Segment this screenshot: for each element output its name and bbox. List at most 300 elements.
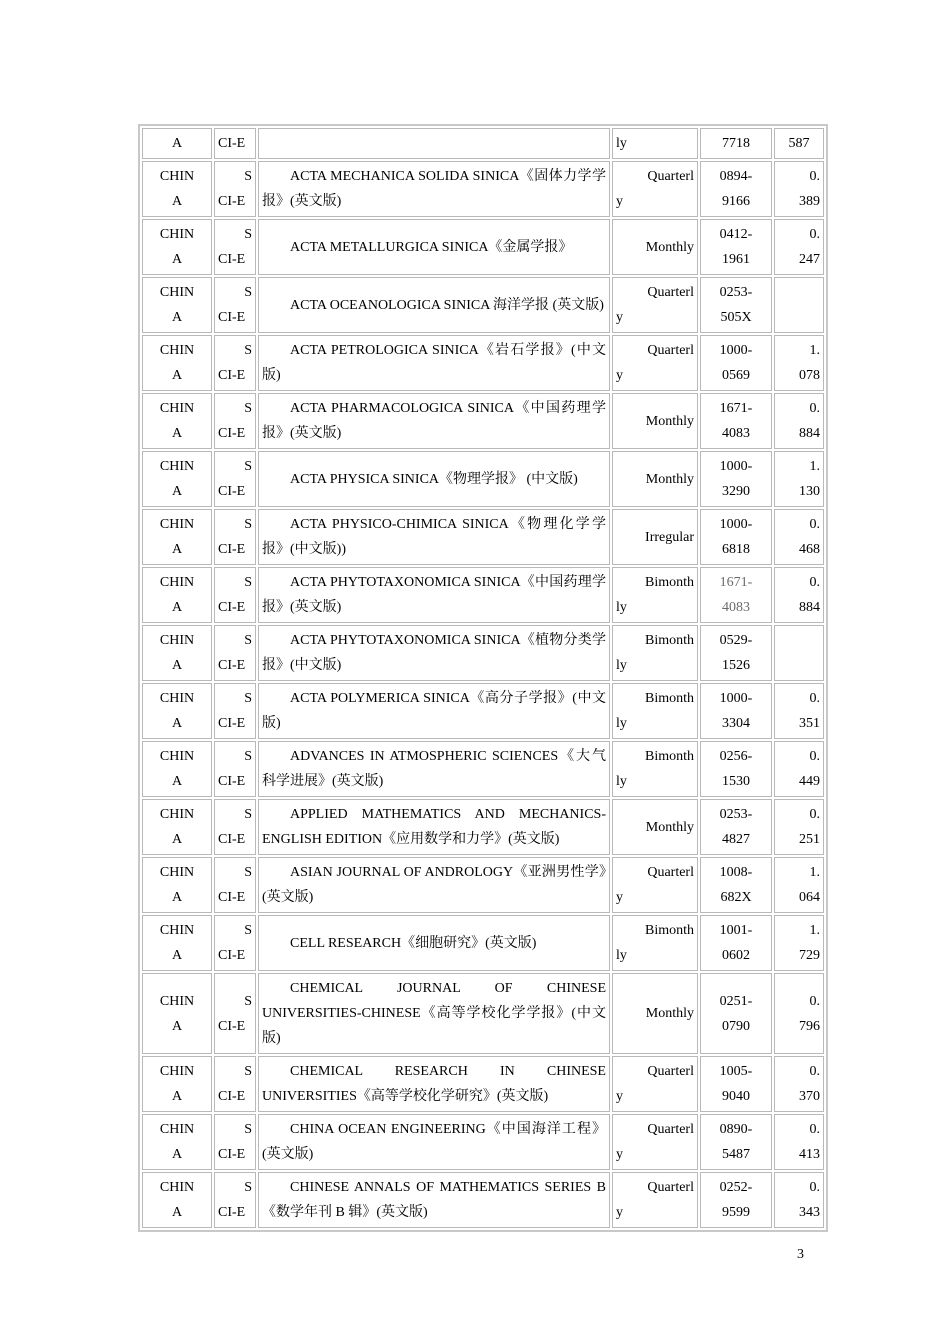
country-cell bbox=[142, 161, 212, 217]
frequency-cell-line-2: y bbox=[616, 1205, 623, 1220]
country-cell-line-1: CHIN bbox=[159, 633, 195, 648]
frequency-cell-line-2: ly bbox=[616, 716, 627, 731]
country-cell bbox=[142, 799, 212, 855]
frequency-cell-line-1: Bimonth bbox=[644, 749, 694, 764]
frequency-cell-line-2: y bbox=[616, 1089, 623, 1104]
impact-factor-cell-line-1: 1. bbox=[809, 923, 820, 938]
index-cell-line-2: CI-E bbox=[218, 1147, 246, 1162]
frequency-cell bbox=[612, 683, 698, 739]
issn-cell-line-1: 1671- bbox=[719, 575, 753, 590]
index-cell bbox=[214, 219, 256, 275]
issn-cell-line-1: 0256- bbox=[719, 749, 753, 764]
country-cell-line-2: A bbox=[171, 1089, 183, 1104]
impact-factor-cell-line-2: 370 bbox=[799, 1089, 820, 1104]
journal-table bbox=[138, 124, 828, 1232]
table-row bbox=[142, 567, 824, 623]
page-number: 3 bbox=[797, 1247, 804, 1262]
impact-factor-cell-line-2: 078 bbox=[799, 368, 820, 383]
issn-cell-line-2: 682X bbox=[720, 890, 752, 905]
issn-cell: 7718 bbox=[700, 128, 772, 159]
issn-cell bbox=[700, 509, 772, 565]
frequency-cell bbox=[612, 567, 698, 623]
index-cell-line-1: S bbox=[244, 227, 252, 242]
impact-factor-cell-line-2: 796 bbox=[799, 1018, 820, 1034]
impact-factor-cell-line-2: 449 bbox=[799, 774, 820, 789]
frequency-cell-line-1: Quarterl bbox=[647, 865, 694, 880]
table-row bbox=[142, 1114, 824, 1170]
index-cell-line-1: S bbox=[244, 575, 252, 590]
issn-cell-line-2: 505X bbox=[720, 310, 752, 325]
table-row bbox=[142, 973, 824, 1054]
frequency-cell-line-2: y bbox=[616, 194, 623, 209]
issn-cell-line-2: 0790 bbox=[722, 1018, 750, 1034]
impact-factor-cell bbox=[774, 393, 824, 449]
issn-cell-line-1: 1008- bbox=[719, 865, 753, 880]
index-cell bbox=[214, 625, 256, 681]
issn-cell-line-2: 4083 bbox=[722, 426, 750, 441]
issn-cell-line-1: 0253- bbox=[719, 807, 753, 822]
impact-factor-cell bbox=[774, 567, 824, 623]
issn-cell-line-2: 0602 bbox=[722, 948, 750, 963]
country-cell bbox=[142, 741, 212, 797]
issn-cell bbox=[700, 393, 772, 449]
issn-cell-line-2: 1961 bbox=[722, 252, 750, 267]
impact-factor-cell-line-2: 884 bbox=[799, 600, 820, 615]
impact-factor-cell-line-1: 0. bbox=[809, 749, 820, 764]
frequency-cell bbox=[612, 1056, 698, 1112]
title-cell bbox=[258, 128, 610, 159]
impact-factor-cell-line-2: 884 bbox=[799, 426, 820, 441]
issn-cell-line-2: 6818 bbox=[722, 542, 750, 557]
title-cell: ASIAN JOURNAL OF ANDROLOGY《亚洲男性学》(英文版) bbox=[258, 857, 610, 913]
index-cell-line-2: CI-E bbox=[218, 890, 246, 905]
impact-factor-cell bbox=[774, 683, 824, 739]
title-cell: ACTA METALLURGICA SINICA《金属学报》 bbox=[258, 219, 610, 275]
impact-factor-cell-line-2: 247 bbox=[799, 252, 820, 267]
issn-cell-line-1: 1000- bbox=[719, 343, 753, 358]
index-cell bbox=[214, 799, 256, 855]
country-cell bbox=[142, 1056, 212, 1112]
index-cell-line-2: CI-E bbox=[218, 252, 246, 267]
impact-factor-cell-line-1: 0. bbox=[809, 691, 820, 706]
impact-factor-cell bbox=[774, 1172, 824, 1228]
title-cell: ADVANCES IN ATMOSPHERIC SCIENCES《大气科学进展》(英文版) bbox=[258, 741, 610, 797]
frequency-cell bbox=[612, 915, 698, 971]
country-cell-line-2: A bbox=[171, 716, 183, 731]
issn-cell bbox=[700, 625, 772, 681]
issn-cell bbox=[700, 915, 772, 971]
table-row bbox=[142, 161, 824, 217]
title-cell: CELL RESEARCH《细胞研究》(英文版) bbox=[258, 915, 610, 971]
impact-factor-cell-line-1: 0. bbox=[809, 1122, 820, 1137]
country-cell-line-1: CHIN bbox=[159, 691, 195, 706]
frequency-cell-line-1: Monthly bbox=[645, 239, 694, 255]
index-cell-line-2: CI-E bbox=[218, 948, 246, 963]
frequency-cell bbox=[612, 509, 698, 565]
country-cell-line-2: A bbox=[171, 252, 183, 267]
country-cell bbox=[142, 857, 212, 913]
index-cell bbox=[214, 509, 256, 565]
frequency-cell bbox=[612, 335, 698, 391]
index-cell bbox=[214, 567, 256, 623]
country-cell bbox=[142, 915, 212, 971]
table-row bbox=[142, 625, 824, 681]
impact-factor-cell-line-2: 130 bbox=[799, 484, 820, 499]
index-cell bbox=[214, 973, 256, 1054]
country-cell-line-1: CHIN bbox=[159, 169, 195, 184]
table-row bbox=[142, 1056, 824, 1112]
index-cell-line-2: CI-E bbox=[218, 426, 246, 441]
frequency-cell-line-1: Bimonth bbox=[644, 691, 694, 706]
index-cell-line-2: CI-E bbox=[218, 194, 246, 209]
index-cell bbox=[214, 393, 256, 449]
impact-factor-cell: 587 bbox=[774, 128, 824, 159]
frequency-cell: ly bbox=[612, 128, 698, 159]
title-cell: APPLIED MATHEMATICS AND MECHANICS-ENGLISH EDITION《应用数学和力学》(英文版) bbox=[258, 799, 610, 855]
country-cell-line-2: A bbox=[171, 890, 183, 905]
index-cell-line-2: CI-E bbox=[218, 368, 246, 383]
country-cell bbox=[142, 567, 212, 623]
issn-cell-line-1: 0412- bbox=[719, 227, 753, 242]
country-cell: A bbox=[142, 128, 212, 159]
issn-cell-line-1: 0253- bbox=[719, 285, 753, 300]
impact-factor-cell-line-2: 251 bbox=[799, 832, 820, 847]
country-cell-line-2: A bbox=[171, 600, 183, 615]
frequency-cell-line-1: Monthly bbox=[645, 471, 694, 487]
frequency-cell bbox=[612, 973, 698, 1054]
index-cell-line-1: S bbox=[244, 1180, 252, 1195]
issn-cell bbox=[700, 451, 772, 507]
country-cell bbox=[142, 219, 212, 275]
table-row bbox=[142, 219, 824, 275]
impact-factor-cell-line-2: 389 bbox=[799, 194, 820, 209]
index-cell-line-2: CI-E bbox=[218, 832, 246, 847]
index-cell-line-1: S bbox=[244, 401, 252, 416]
impact-factor-cell-line-1: 0. bbox=[809, 227, 820, 242]
index-cell-line-2: CI-E bbox=[218, 716, 246, 731]
impact-factor-cell-line-1: 0. bbox=[809, 575, 820, 590]
impact-factor-cell bbox=[774, 915, 824, 971]
impact-factor-cell bbox=[774, 161, 824, 217]
impact-factor-cell-line-1: 0. bbox=[809, 1180, 820, 1195]
table-row bbox=[142, 451, 824, 507]
frequency-cell-line-2: y bbox=[616, 310, 623, 325]
index-cell bbox=[214, 277, 256, 333]
impact-factor-cell bbox=[774, 741, 824, 797]
country-cell-line-2: A bbox=[171, 948, 183, 963]
impact-factor-cell bbox=[774, 799, 824, 855]
issn-cell-line-2: 9040 bbox=[722, 1089, 750, 1104]
country-cell bbox=[142, 277, 212, 333]
index-cell-line-1: S bbox=[244, 633, 252, 648]
table-row bbox=[142, 683, 824, 739]
issn-cell-line-2: 5487 bbox=[722, 1147, 750, 1162]
table-row bbox=[142, 857, 824, 913]
country-cell-line-2: A bbox=[171, 310, 183, 325]
country-cell-line-2: A bbox=[171, 426, 183, 441]
impact-factor-cell bbox=[774, 1114, 824, 1170]
index-cell-line-1: S bbox=[244, 1064, 252, 1079]
index-cell bbox=[214, 857, 256, 913]
issn-cell bbox=[700, 1114, 772, 1170]
frequency-cell bbox=[612, 1172, 698, 1228]
frequency-cell-line-1: Quarterl bbox=[647, 1122, 694, 1137]
table-row bbox=[142, 915, 824, 971]
index-cell bbox=[214, 1056, 256, 1112]
impact-factor-cell-line-2: 064 bbox=[799, 890, 820, 905]
impact-factor-cell-line-1: 0. bbox=[809, 169, 820, 184]
frequency-cell bbox=[612, 857, 698, 913]
country-cell-line-2: A bbox=[171, 368, 183, 383]
country-cell-line-2: A bbox=[171, 658, 183, 673]
country-cell bbox=[142, 1114, 212, 1170]
impact-factor-cell bbox=[774, 509, 824, 565]
index-cell bbox=[214, 335, 256, 391]
frequency-cell bbox=[612, 219, 698, 275]
index-cell bbox=[214, 1172, 256, 1228]
country-cell-line-2: A bbox=[171, 1205, 183, 1220]
issn-cell bbox=[700, 857, 772, 913]
frequency-cell-line-1: Bimonth bbox=[644, 633, 694, 648]
journal-table-body bbox=[142, 128, 824, 1228]
frequency-cell-line-1: Bimonth bbox=[644, 923, 694, 938]
frequency-cell-line-1: Bimonth bbox=[644, 575, 694, 590]
issn-cell bbox=[700, 335, 772, 391]
frequency-cell-line-1: Quarterl bbox=[647, 1064, 694, 1079]
frequency-cell-line-2: y bbox=[616, 368, 623, 383]
frequency-cell-line-1: Quarterl bbox=[647, 1180, 694, 1195]
table-row bbox=[142, 393, 824, 449]
title-cell: ACTA PHARMACOLOGICA SINICA《中国药理学报》(英文版) bbox=[258, 393, 610, 449]
impact-factor-cell bbox=[774, 335, 824, 391]
table-row bbox=[142, 741, 824, 797]
index-cell bbox=[214, 161, 256, 217]
index-cell bbox=[214, 1114, 256, 1170]
issn-cell-line-1: 1000- bbox=[719, 517, 753, 532]
issn-cell-line-2: 4083 bbox=[722, 600, 750, 615]
index-cell-line-2: CI-E bbox=[218, 658, 246, 673]
issn-cell-line-2: 9166 bbox=[722, 194, 750, 209]
issn-cell-line-1: 1000- bbox=[719, 459, 753, 474]
country-cell-line-2: A bbox=[171, 774, 183, 789]
country-cell bbox=[142, 973, 212, 1054]
title-cell: ACTA OCEANOLOGICA SINICA 海洋学报 (英文版) bbox=[258, 277, 610, 333]
impact-factor-cell-line-1: 0. bbox=[809, 807, 820, 822]
issn-cell bbox=[700, 219, 772, 275]
issn-cell-line-2: 3290 bbox=[722, 484, 750, 499]
frequency-cell-line-2: y bbox=[616, 890, 623, 905]
index-cell bbox=[214, 915, 256, 971]
index-cell-line-2: CI-E bbox=[218, 600, 246, 615]
issn-cell-line-1: 0252- bbox=[719, 1180, 753, 1195]
frequency-cell-line-2: ly bbox=[616, 600, 627, 615]
impact-factor-cell bbox=[774, 1056, 824, 1112]
country-cell-line-2: A bbox=[171, 484, 183, 499]
issn-cell-line-2: 4827 bbox=[722, 832, 750, 847]
impact-factor-cell-line-1: 0. bbox=[809, 401, 820, 416]
index-cell-line-1: S bbox=[244, 923, 252, 938]
frequency-cell bbox=[612, 451, 698, 507]
country-cell-line-1: CHIN bbox=[159, 459, 195, 474]
index-cell-line-2: CI-E bbox=[218, 1018, 246, 1034]
country-cell bbox=[142, 625, 212, 681]
frequency-cell-line-1: Monthly bbox=[645, 413, 694, 429]
impact-factor-cell-line-2: 351 bbox=[799, 716, 820, 731]
issn-cell-line-1: 1005- bbox=[719, 1064, 753, 1079]
country-cell-line-1: CHIN bbox=[159, 993, 195, 1009]
issn-cell bbox=[700, 1056, 772, 1112]
issn-cell-line-1: 0894- bbox=[719, 169, 753, 184]
table-row bbox=[142, 128, 824, 159]
issn-cell-line-1: 0890- bbox=[719, 1122, 753, 1137]
country-cell-line-2: A bbox=[171, 542, 183, 557]
title-cell: CHINESE ANNALS OF MATHEMATICS SERIES B《数学年刊 B 辑》(英文版) bbox=[258, 1172, 610, 1228]
frequency-cell bbox=[612, 393, 698, 449]
country-cell-line-1: CHIN bbox=[159, 401, 195, 416]
frequency-cell bbox=[612, 799, 698, 855]
issn-cell bbox=[700, 799, 772, 855]
frequency-cell bbox=[612, 161, 698, 217]
country-cell bbox=[142, 1172, 212, 1228]
index-cell bbox=[214, 683, 256, 739]
country-cell-line-2: A bbox=[171, 1018, 183, 1034]
issn-cell-line-1: 1000- bbox=[719, 691, 753, 706]
impact-factor-cell-line-2: 343 bbox=[799, 1205, 820, 1220]
country-cell-line-2: A bbox=[171, 832, 183, 847]
title-cell: CHEMICAL JOURNAL OF CHINESE UNIVERSITIES-CHINESE《高等学校化学学报》(中文版) bbox=[258, 973, 610, 1054]
title-cell: CHINA OCEAN ENGINEERING《中国海洋工程》(英文版) bbox=[258, 1114, 610, 1170]
frequency-cell-line-1: Quarterl bbox=[647, 285, 694, 300]
index-cell-line-1: S bbox=[244, 691, 252, 706]
issn-cell bbox=[700, 683, 772, 739]
frequency-cell bbox=[612, 277, 698, 333]
impact-factor-cell-line-1: 1. bbox=[809, 343, 820, 358]
country-cell-line-1: CHIN bbox=[159, 285, 195, 300]
impact-factor-cell bbox=[774, 625, 824, 681]
issn-cell-line-2: 1530 bbox=[722, 774, 750, 789]
index-cell-line-1: S bbox=[244, 459, 252, 474]
frequency-cell-line-2: ly bbox=[616, 658, 627, 673]
frequency-cell-line-2: ly bbox=[616, 948, 627, 963]
index-cell-line-2: CI-E bbox=[218, 774, 246, 789]
country-cell bbox=[142, 509, 212, 565]
frequency-cell bbox=[612, 625, 698, 681]
frequency-cell bbox=[612, 741, 698, 797]
country-cell-line-1: CHIN bbox=[159, 1064, 195, 1079]
issn-cell-line-1: 0529- bbox=[719, 633, 753, 648]
country-cell-line-1: CHIN bbox=[159, 865, 195, 880]
country-cell-line-1: CHIN bbox=[159, 1180, 195, 1195]
frequency-cell-line-2: y bbox=[616, 1147, 623, 1162]
table-row bbox=[142, 277, 824, 333]
country-cell-line-1: CHIN bbox=[159, 343, 195, 358]
index-cell-line-1: S bbox=[244, 807, 252, 822]
index-cell-line-2: CI-E bbox=[218, 1089, 246, 1104]
issn-cell-line-2: 9599 bbox=[722, 1205, 750, 1220]
frequency-cell bbox=[612, 1114, 698, 1170]
impact-factor-cell-line-1: 1. bbox=[809, 459, 820, 474]
frequency-cell-line-1: Monthly bbox=[645, 819, 694, 835]
issn-cell-line-2: 1526 bbox=[722, 658, 750, 673]
impact-factor-cell bbox=[774, 973, 824, 1054]
country-cell-line-2: A bbox=[171, 194, 183, 209]
impact-factor-cell-line-1: 0. bbox=[809, 517, 820, 532]
impact-factor-cell-line-1: 0. bbox=[809, 1064, 820, 1079]
issn-cell bbox=[700, 973, 772, 1054]
index-cell-line-2: CI-E bbox=[218, 1205, 246, 1220]
issn-cell bbox=[700, 277, 772, 333]
title-cell: ACTA PETROLOGICA SINICA《岩石学报》(中文版) bbox=[258, 335, 610, 391]
issn-cell-line-2: 0569 bbox=[722, 368, 750, 383]
country-cell-line-1: CHIN bbox=[159, 923, 195, 938]
index-cell-line-2: CI-E bbox=[218, 484, 246, 499]
index-cell bbox=[214, 741, 256, 797]
impact-factor-cell-line-2: 413 bbox=[799, 1147, 820, 1162]
frequency-cell-line-1: Quarterl bbox=[647, 169, 694, 184]
index-cell-line-2: CI-E bbox=[218, 542, 246, 557]
index-cell-line-1: S bbox=[244, 865, 252, 880]
title-cell: ACTA POLYMERICA SINICA《高分子学报》(中文版) bbox=[258, 683, 610, 739]
table-row bbox=[142, 509, 824, 565]
index-cell-line-1: S bbox=[244, 285, 252, 300]
impact-factor-cell bbox=[774, 277, 824, 333]
impact-factor-cell-line-1: 1. bbox=[809, 865, 820, 880]
issn-cell bbox=[700, 567, 772, 623]
title-cell: CHEMICAL RESEARCH IN CHINESE UNIVERSITIES《高等学校化学研究》(英文版) bbox=[258, 1056, 610, 1112]
country-cell bbox=[142, 393, 212, 449]
frequency-cell-line-2: ly bbox=[616, 774, 627, 789]
index-cell-line-1: S bbox=[244, 749, 252, 764]
impact-factor-cell-line-1: 0. bbox=[809, 993, 820, 1009]
issn-cell bbox=[700, 161, 772, 217]
country-cell bbox=[142, 335, 212, 391]
index-cell-line-1: S bbox=[244, 1122, 252, 1137]
index-cell-line-1: S bbox=[244, 343, 252, 358]
issn-cell bbox=[700, 741, 772, 797]
country-cell-line-1: CHIN bbox=[159, 575, 195, 590]
country-cell-line-1: CHIN bbox=[159, 517, 195, 532]
issn-cell-line-2: 3304 bbox=[722, 716, 750, 731]
index-cell bbox=[214, 451, 256, 507]
table-row bbox=[142, 335, 824, 391]
impact-factor-cell bbox=[774, 451, 824, 507]
title-cell: ACTA PHYTOTAXONOMICA SINICA《植物分类学报》(中文版) bbox=[258, 625, 610, 681]
issn-cell bbox=[700, 1172, 772, 1228]
index-cell-line-1: S bbox=[244, 993, 252, 1009]
frequency-cell-line-1: Quarterl bbox=[647, 343, 694, 358]
index-cell-line-1: S bbox=[244, 517, 252, 532]
frequency-cell-line-1: Irregular bbox=[645, 529, 694, 545]
title-cell: ACTA PHYSICA SINICA《物理学报》 (中文版) bbox=[258, 451, 610, 507]
index-cell-line-2: CI-E bbox=[218, 310, 246, 325]
frequency-cell-line-1: Monthly bbox=[645, 1006, 694, 1021]
table-row bbox=[142, 799, 824, 855]
impact-factor-cell-line-2: 729 bbox=[799, 948, 820, 963]
country-cell-line-1: CHIN bbox=[159, 1122, 195, 1137]
issn-cell-line-1: 0251- bbox=[719, 993, 753, 1009]
country-cell-line-1: CHIN bbox=[159, 807, 195, 822]
title-cell: ACTA PHYSICO-CHIMICA SINICA《物理化学学报》(中文版)) bbox=[258, 509, 610, 565]
index-cell: CI-E bbox=[214, 128, 256, 159]
title-cell: ACTA PHYTOTAXONOMICA SINICA《中国药理学报》(英文版) bbox=[258, 567, 610, 623]
country-cell bbox=[142, 451, 212, 507]
table-row bbox=[142, 1172, 824, 1228]
country-cell-line-2: A bbox=[171, 1147, 183, 1162]
country-cell-line-1: CHIN bbox=[159, 227, 195, 242]
issn-cell-line-1: 1671- bbox=[719, 401, 753, 416]
country-cell bbox=[142, 683, 212, 739]
index-cell-line-1: S bbox=[244, 169, 252, 184]
